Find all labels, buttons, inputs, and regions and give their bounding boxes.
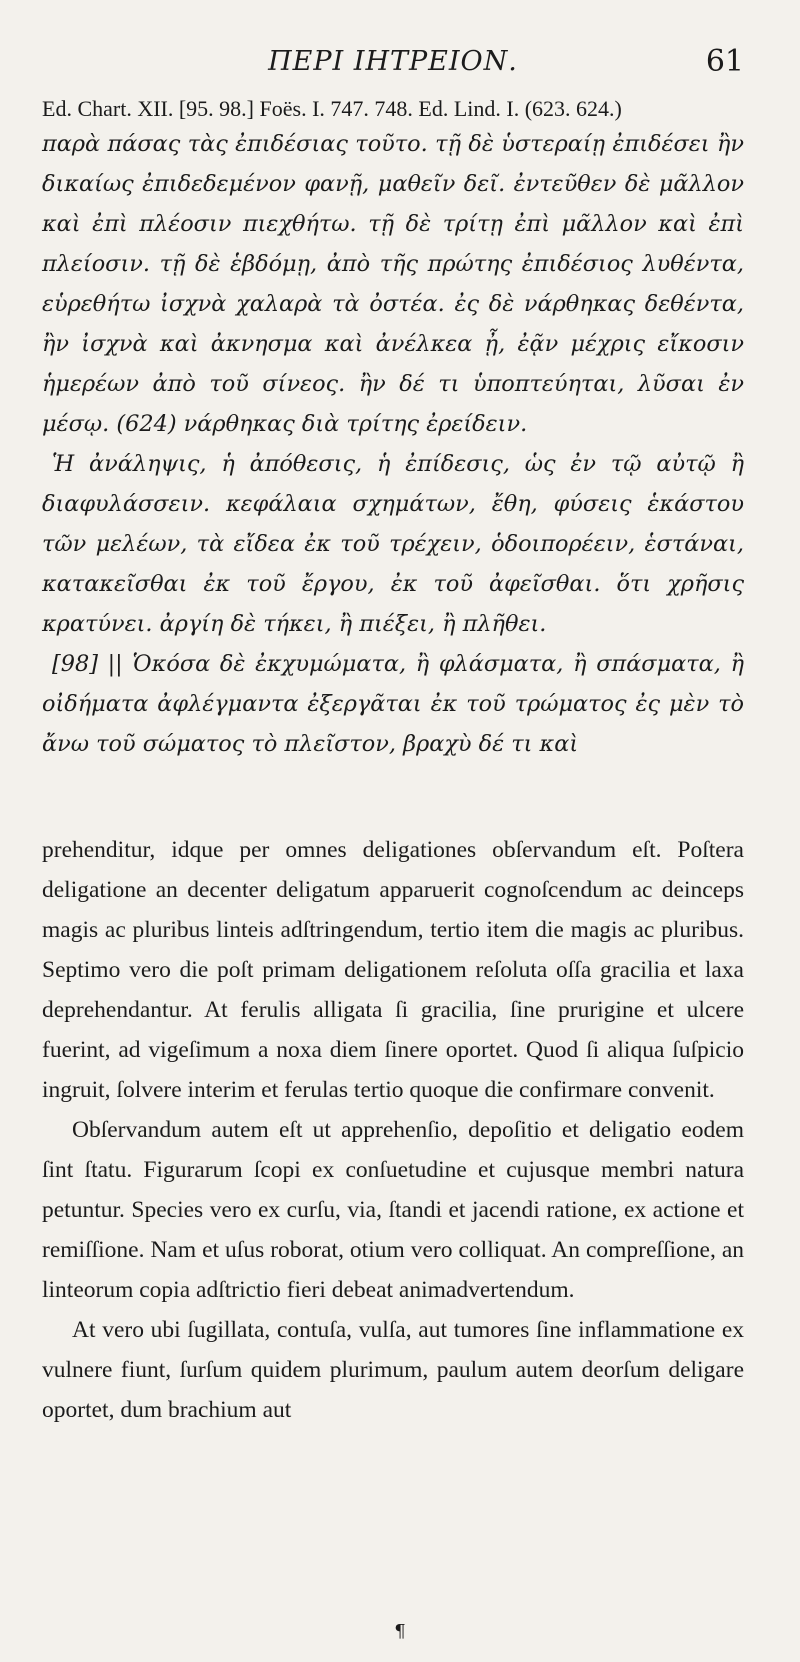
latin-text-block [42, 830, 744, 1430]
latin-paragraph-2: Obſervandum autem eſt ut apprehenſio, depoſitio et deligatio eodem ſint ſtatu. Figurarum ſcopi ex conſuetudine et cujusque membri natura petuntur. Species vero ex curſu, via, ſtandi et jacendi ratione, ex actione et remiſſione. Nam et uſus roborat, otium vero colliquat. An compreſſione, an linteorum copia adſtrictio fieri debeat animadvertendum. [42, 1117, 744, 1303]
running-title: ΠΕΡΙ ΙΗΤΡΕΙΟΝ. [268, 46, 518, 77]
page-header [42, 40, 744, 92]
bottom-mark: ¶ [394, 1621, 406, 1642]
greek-paragraph-3: [98] || Ὁκόσα δὲ ἐκχυμώματα, ἢ φλάσματα, ἢ σπάσματα, ἢ οἰδήματα ἀφλέγμαντα ἐξεργᾶται ἐκ τοῦ τρώματος ἐς μὲν τὸ ἄνω τοῦ σώματος τὸ πλεῖστον, βραχὺ δέ τι καὶ [42, 651, 744, 757]
greek-text-block [42, 124, 744, 764]
greek-paragraph-1: παρὰ πάσας τὰς ἐπιδέσιας τοῦτο. τῇ δὲ ὑστεραίῃ ἐπιδέσει ἢν δικαίως ἐπιδεδεμένον φανῇ, μαθεῖν δεῖ. ἐντεῦθεν δὲ μᾶλλον καὶ ἐπὶ πλέοσιν πιεχθήτω. τῇ δὲ τρίτῃ ἐπὶ μᾶλλον καὶ ἐπὶ πλείοσιν. τῇ δὲ ἑβδόμῃ, ἀπὸ τῆς πρώτης ἐπιδέσιος λυθέντα, εὑρεθήτω ἰσχνὰ χαλαρὰ τὰ ὀστέα. ἐς δὲ νάρθηκας δεθέντα, ἢν ἰσχνὰ καὶ ἀκνησμα καὶ ἀνέλκεα ᾖ, ἐᾷν μέχρις εἴκοσιν ἡμερέων ἀπὸ τοῦ σίνεος. ἢν δέ τι ὑποπτεύηται, λῦσαι ἐν μέσῳ. (624) νάρθηκας διὰ τρίτης ἐρείδειν. [42, 131, 744, 437]
section-gap [42, 764, 744, 830]
greek-paragraph-2: Ἡ ἀνάληψις, ἡ ἀπόθεσις, ἡ ἐπίδεσις, ὡς ἐν τῷ αὐτῷ ἢ διαφυλάσσειν. κεφάλαια σχημάτων, ἔθη, φύσεις ἑκάστου τῶν μελέων, τὰ εἴδεα ἐκ τοῦ τρέχειν, ὁδοιπορέειν, ἑστάναι, κατακεῖσθαι ἐκ τοῦ ἔργου, ἐκ τοῦ ἀφεῖσθαι. ὅτι χρῆσις κρατύνει. ἀργίη δὲ τήκει, ἢ πιέξει, ἢ πλῆθει. [42, 451, 744, 637]
latin-paragraph-1: prehenditur, idque per omnes deligationes obſervandum eſt. Poſtera deligatione an decenter deligatum apparuerit cognoſcendum ac deinceps magis ac pluribus linteis adſtringendum, tertio item die magis ac pluribus. Septimo vero die poſt primam deligationem reſoluta oſſa gracilia et laxa deprehendantur. At ferulis alligata ſi gracilia, ſine prurigine et ulcere fuerint, ad vigeſimum a noxa diem ſinere oportet. Quod ſi aliqua ſuſpicio ingruit, ſolvere interim et ferulas tertio quoque die confirmare convenit. [42, 837, 744, 1103]
page-number: 61 [705, 44, 744, 79]
edition-reference-line: Ed. Chart. XII. [95. 98.] Foës. I. 747. 748. Ed. Lind. I. (623. 624.) [42, 96, 622, 121]
latin-paragraph-3: At vero ubi ſugillata, contuſa, vulſa, aut tumores ſine inflammatione ex vulnere fiunt, ſurſum quidem plurimum, paulum autem deorſum deligare oportet, dum brachium aut [42, 1317, 744, 1423]
